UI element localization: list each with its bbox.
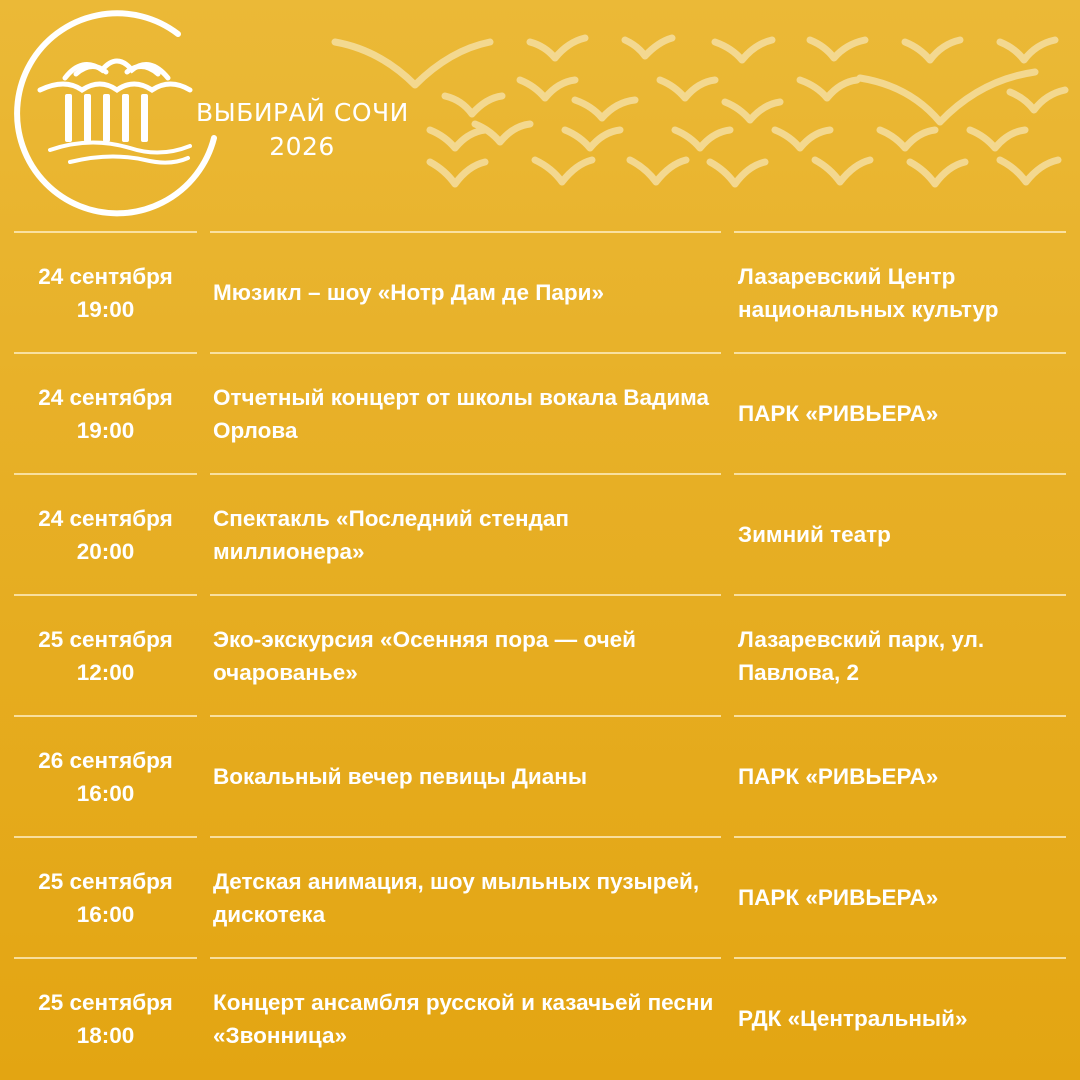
brand-year: 2026 <box>269 132 335 161</box>
schedule-row <box>0 715 1080 836</box>
schedule-row <box>0 231 1080 352</box>
event-cell <box>210 836 721 957</box>
schedule-row <box>0 836 1080 957</box>
event-date: 25 сентября <box>38 868 173 894</box>
event-time: 12:00 <box>76 659 135 685</box>
schedule-row <box>0 473 1080 594</box>
event-title: Концерт ансамбля русской и казачьей песни «Звонница» <box>213 989 714 1048</box>
event-place: Лазаревский Центр национальных культур <box>738 263 999 322</box>
event-date: 24 сентября <box>38 505 173 531</box>
date-cell <box>14 231 197 352</box>
event-time: 16:00 <box>76 901 135 927</box>
event-title: Эко-экскурсия «Осенняя пора — очей очарованье» <box>213 626 636 685</box>
date-cell <box>14 957 197 1078</box>
event-date: 25 сентября <box>38 989 173 1015</box>
schedule-row <box>0 957 1080 1078</box>
event-time: 19:00 <box>76 296 135 322</box>
event-date: 24 сентября <box>38 263 173 289</box>
event-title: Детская анимация, шоу мыльных пузырей, дискотека <box>213 868 700 927</box>
place-cell <box>734 957 1066 1078</box>
date-cell <box>14 836 197 957</box>
brand-line1: ВЫБИРАЙ СОЧИ <box>196 98 409 127</box>
event-date: 26 сентября <box>38 747 173 773</box>
colonnade-logo-icon <box>10 8 225 223</box>
place-cell <box>734 594 1066 715</box>
event-title: Спектакль «Последний стендап миллионера» <box>213 505 570 564</box>
event-title: Мюзикл – шоу «Нотр Дам де Пари» <box>213 280 605 305</box>
schedule-row <box>0 594 1080 715</box>
event-place: ПАРК «РИВЬЕРА» <box>738 764 939 789</box>
date-cell <box>14 352 197 473</box>
event-time: 18:00 <box>76 1022 135 1048</box>
place-cell <box>734 473 1066 594</box>
place-cell <box>734 715 1066 836</box>
event-cell <box>210 957 721 1078</box>
schedule-row <box>0 352 1080 473</box>
event-time: 16:00 <box>76 780 135 806</box>
event-title: Вокальный вечер певицы Дианы <box>213 764 588 789</box>
brand-title <box>196 96 408 164</box>
event-time: 19:00 <box>76 417 135 443</box>
event-place: ПАРК «РИВЬЕРА» <box>738 401 939 426</box>
place-cell <box>734 352 1066 473</box>
event-cell <box>210 352 721 473</box>
event-cell <box>210 473 721 594</box>
place-cell <box>734 836 1066 957</box>
event-title: Отчетный концерт от школы вокала Вадима Орлова <box>213 384 710 443</box>
event-cell <box>210 715 721 836</box>
event-date: 24 сентября <box>38 384 173 410</box>
seagulls-icon <box>320 30 1080 200</box>
event-place: ПАРК «РИВЬЕРА» <box>738 885 939 910</box>
event-time: 20:00 <box>76 538 135 564</box>
event-place: Зимний театр <box>738 522 891 547</box>
event-place: Лазаревский парк, ул. Павлова, 2 <box>738 626 985 685</box>
date-cell <box>14 715 197 836</box>
place-cell <box>734 231 1066 352</box>
event-date: 25 сентября <box>38 626 173 652</box>
event-place: РДК «Центральный» <box>738 1006 968 1031</box>
date-cell <box>14 594 197 715</box>
event-cell <box>210 594 721 715</box>
date-cell <box>14 473 197 594</box>
event-cell <box>210 231 721 352</box>
